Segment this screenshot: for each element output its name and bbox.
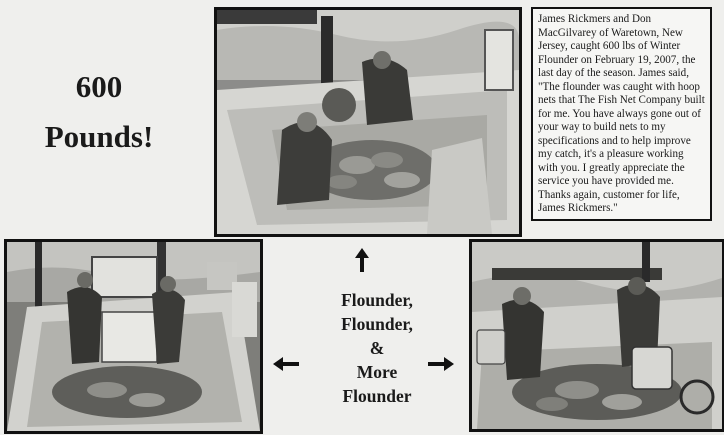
photo-boat-deck-right	[469, 239, 724, 432]
caption-line-4: More	[356, 362, 398, 382]
story-box	[531, 7, 712, 221]
headline	[20, 62, 178, 162]
caption	[302, 288, 452, 408]
caption-line-5: Flounder	[342, 386, 412, 406]
headline-text: Pounds!	[44, 119, 154, 154]
arrow-left-icon	[273, 357, 299, 371]
caption-line-1: Flounder,	[341, 290, 413, 310]
caption-line-2: Flounder,	[341, 314, 413, 334]
caption-line-3: &	[369, 338, 385, 358]
arrow-up-icon	[355, 248, 369, 272]
headline-number: 600	[75, 69, 123, 104]
photo-boat-deck-top	[214, 7, 522, 237]
story-text: James Rickmers and Don MacGilvarey of Waretown, New Jersey, caught 600 lbs of Winter Flounder on February 19, 2007, the last day of the season. James said, "The flounder was caught with hoop nets that The Fish Net Company built for me. You have always gone out of your way to build nets to my specifications and to help improve my catch, it's a pleasure working with you. I greatly appreciate the service you have provided me. Thanks again, customer for life, James Rickmers."	[538, 13, 705, 214]
photo-boat-deck-left	[4, 239, 263, 434]
arrow-right-icon	[428, 357, 454, 371]
